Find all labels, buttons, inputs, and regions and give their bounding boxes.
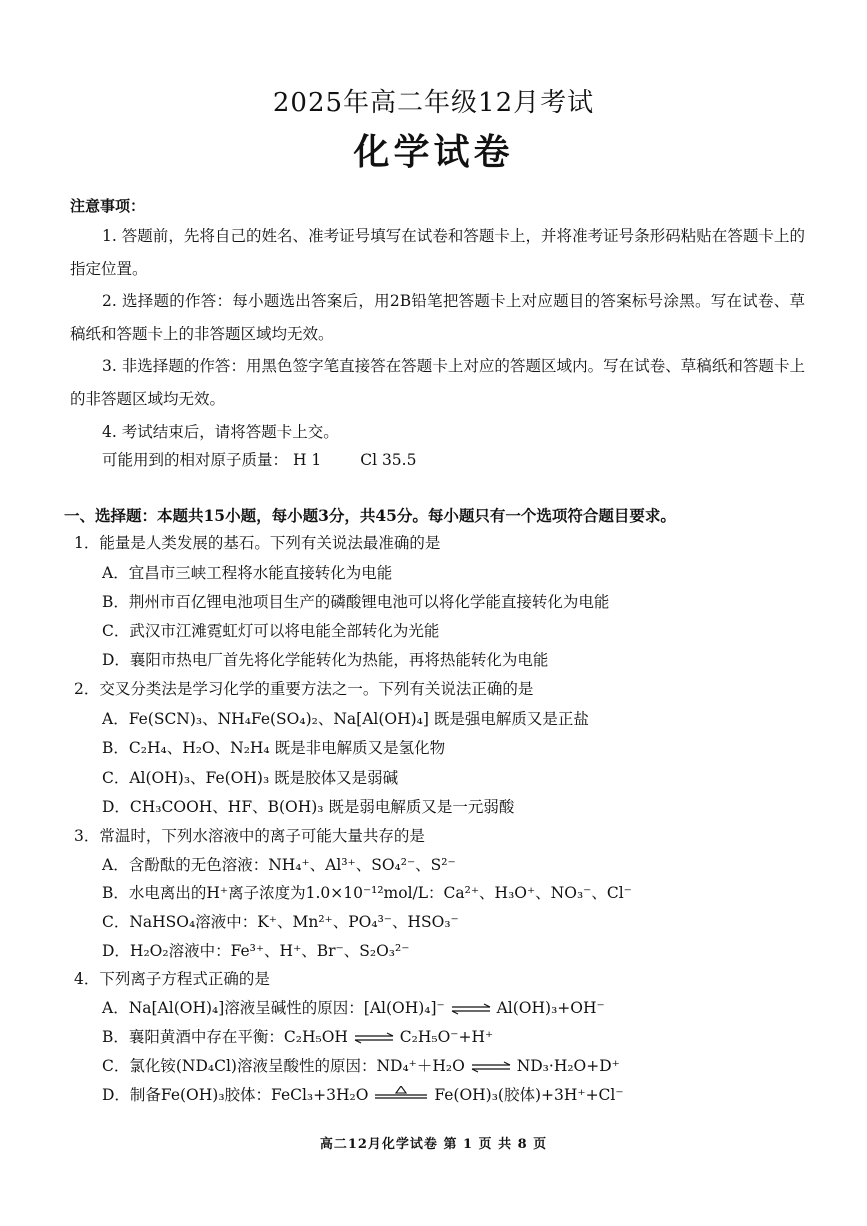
q2-option-c: C．Al(OH)₃、Fe(OH)₃ 既是胶体又是弱碱 (102, 769, 399, 787)
reversible-arrow-icon (470, 1061, 512, 1073)
q4-option-d (102, 1083, 624, 1107)
q4-option-c-right: ND₃·H₂O+D⁺ (516, 1057, 620, 1075)
atomic-mass-line (102, 448, 416, 472)
q4-option-b-right: C₂H₅O⁻+H⁺ (399, 1028, 494, 1046)
q3-option-c: C．NaHSO₄溶液中：K⁺、Mn²⁺、PO₄³⁻、HSO₃⁻ (102, 913, 459, 931)
reversible-arrow-icon (353, 1032, 395, 1044)
q4-option-c (102, 1054, 620, 1078)
notice-heading: 注意事项： (70, 197, 146, 215)
atomic-mass-label: 可能用到的相对原子质量： (102, 451, 289, 469)
q3-option-b: B．水电离出的H⁺离子浓度为1.0×10⁻¹²mol/L：Ca²⁺、H₃O⁺、NO₃⁻、Cl⁻ (102, 884, 632, 902)
q2-option-b: B．C₂H₄、H₂O、N₂H₄ 既是非电解质又是氢化物 (102, 739, 446, 757)
q3-option-d: D．H₂O₂溶液中：Fe³⁺、H⁺、Br⁻、S₂O₃²⁻ (102, 942, 410, 960)
q2-stem: 2．交叉分类法是学习化学的重要方法之一。下列有关说法正确的是 (74, 680, 534, 698)
atomic-mass-h: H 1 (292, 451, 322, 469)
atomic-mass-cl: Cl 35.5 (360, 451, 417, 469)
exam-title: 2025年高二年级12月考试 (272, 88, 595, 118)
q1-option-d: D．襄阳市热电厂首先将化学能转化为热能，再将热能转化为电能 (102, 651, 549, 669)
q4-stem: 4．下列离子方程式正确的是 (74, 970, 270, 988)
reversible-arrow-icon (450, 1003, 492, 1015)
exam-subject-title: 化学试卷 (353, 131, 514, 173)
q1-option-b: B．荆州市百亿锂电池项目生产的磷酸锂电池可以将化学能直接转化为电能 (102, 593, 610, 611)
notice-item-1: 1. 答题前，先将自己的姓名、准考证号填写在试卷和答题卡上，并将准考证号条形码粘贴在答题卡上的指定位置。 (70, 227, 805, 278)
q4-option-a-left: A．Na[Al(OH)₄]溶液呈碱性的原因：[Al(OH)₄]⁻ (102, 999, 445, 1017)
q4-option-d-right: Fe(OH)₃(胶体)+3H⁺+Cl⁻ (434, 1086, 624, 1104)
q4-option-a-right: Al(OH)₃+OH⁻ (496, 999, 605, 1017)
q1-stem: 1．能量是人类发展的基石。下列有关说法最准确的是 (74, 534, 441, 552)
notice-item-3: 3. 非选择题的作答：用黑色签字笔直接答在答题卡上对应的答题区域内。写在试卷、草稿纸和答题卡上的非答题区域均无效。 (70, 357, 805, 408)
q1-option-c: C．武汉市江滩霓虹灯可以将电能全部转化为光能 (102, 622, 440, 640)
q4-option-b-left: B．襄阳黄酒中存在平衡：C₂H₅OH (102, 1028, 348, 1046)
heat-equals-icon (373, 1090, 429, 1102)
notice-item-2: 2. 选择题的作答：每小题选出答案后，用2B铅笔把答题卡上对应题目的答案标号涂黑。写在试卷、草稿纸和答题卡上的非答题区域均无效。 (70, 292, 805, 343)
q4-option-c-left: C．氯化铵(ND₄Cl)溶液呈酸性的原因：ND₄⁺＋H₂O (102, 1057, 465, 1075)
page-footer: 高二12月化学试卷 第 1 页 共 8 页 (319, 1137, 548, 1152)
q2-option-d: D．CH₃COOH、HF、B(OH)₃ 既是弱电解质又是一元弱酸 (102, 798, 515, 816)
q4-option-d-left: D．制备Fe(OH)₃胶体：FeCl₃+3H₂O (102, 1086, 369, 1104)
q4-option-b (102, 1025, 493, 1049)
q4-option-a (102, 996, 605, 1020)
q1-option-a: A．宜昌市三峡工程将水能直接转化为电能 (102, 564, 393, 582)
section1-heading: 一、选择题：本题共15小题，每小题3分，共45分。每小题只有一个选项符合题目要求。 (64, 506, 676, 525)
q3-option-a: A．含酚酞的无色溶液：NH₄⁺、Al³⁺、SO₄²⁻、S²⁻ (102, 856, 456, 874)
notice-item-4: 4. 考试结束后，请将答题卡上交。 (102, 423, 339, 441)
q2-option-a: A．Fe(SCN)₃、NH₄Fe(SO₄)₂、Na[Al(OH)₄] 既是强电解质又是正盐 (102, 710, 589, 728)
q3-stem: 3．常温时，下列水溶液中的离子可能大量共存的是 (74, 827, 425, 845)
